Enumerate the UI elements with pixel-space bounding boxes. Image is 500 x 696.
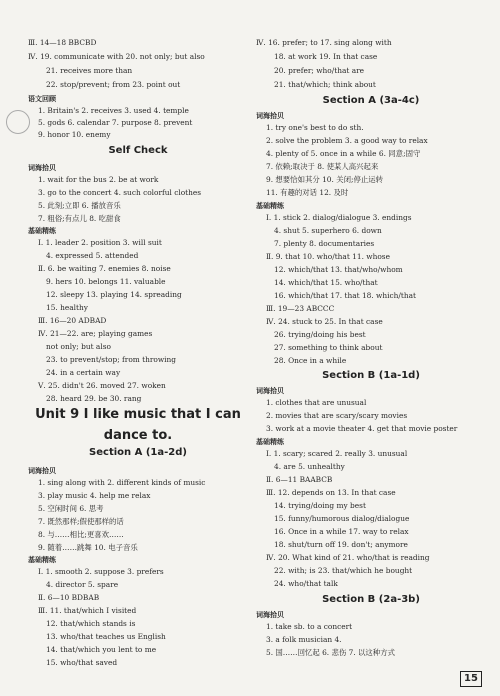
left-answer-line: 9. hers 10. belongs 11. valuable <box>46 277 166 286</box>
left-answer-line: not only; but also <box>46 342 111 351</box>
left-answer-line: 3. go to the concert 4. such colorful clothes <box>38 188 202 197</box>
right-heading: Section A (3a-4c) <box>322 95 420 106</box>
left-heading: dance to. <box>103 428 173 443</box>
left-answer-line: 22. stop/prevent; from 23. point out <box>46 80 181 89</box>
right-answer-line: 7. plenty 8. documentaries <box>274 239 375 248</box>
right-answer-line: 18. at work 19. In that case <box>274 52 378 61</box>
left-answer-line: 7. 粗俗;有点儿 8. 吃甜食 <box>38 214 121 223</box>
right-answer-line: 4. plenty of 5. once in a while 6. 同意;固守 <box>266 149 421 158</box>
right-answer-line: 2. movies that are scary/scary movies <box>266 411 408 420</box>
right-answer-line: 27. something to think about <box>274 343 383 352</box>
left-answer-line: Ⅲ. 14—18 BBCBD <box>28 38 97 47</box>
left-section-label: 词海拾贝 <box>28 164 56 172</box>
left-answer-line: 12. sleepy 13. playing 14. spreading <box>46 290 182 299</box>
left-answer-line: 21. receives more than <box>46 66 133 75</box>
right-answer-line: 4. are 5. unhealthy <box>274 462 345 471</box>
left-column <box>28 0 248 696</box>
left-answer-line: 7. 既然那样;假使那样的话 <box>38 517 124 526</box>
right-answer-line: 18. shut/turn off 19. don't; anymore <box>274 540 408 549</box>
right-answer-line: 1. take sb. to a concert <box>266 622 353 631</box>
right-answer-line: 22. with; is 23. that/which he bought <box>274 566 413 575</box>
right-answer-line: 5. 国……回忆起 6. 悲伤 7. 以这种方式 <box>266 648 395 657</box>
right-heading: Section B (1a-1d) <box>322 370 420 381</box>
right-column <box>256 0 486 696</box>
left-answer-line: 12. that/which stands is <box>46 619 136 628</box>
right-answer-line: 12. which/that 13. that/who/whom <box>274 265 403 274</box>
left-answer-line: 5. 此刻;立即 6. 播放音乐 <box>38 201 121 210</box>
stamp-mark <box>6 110 30 134</box>
right-answer-line: 26. trying/doing his best <box>274 330 366 339</box>
right-heading: Section B (2a-3b) <box>322 594 420 605</box>
left-answer-line: 3. play music 4. help me relax <box>38 491 151 500</box>
right-section-label: 基础精练 <box>256 438 284 446</box>
left-answer-line: Ⅲ. 11. that/which I visited <box>38 606 137 615</box>
right-answer-line: 11. 有趣的对话 12. 及时 <box>266 188 349 197</box>
right-answer-line: Ⅱ. 9. that 10. who/that 11. whose <box>266 252 390 261</box>
right-answer-line: 1. clothes that are unusual <box>266 398 367 407</box>
left-answer-line: 24. in a certain way <box>46 368 121 377</box>
right-answer-line: 7. 依赖;取决于 8. 使某人高兴起来 <box>266 162 379 171</box>
right-answer-line: Ⅳ. 16. prefer; to 17. sing along with <box>256 38 392 47</box>
left-answer-line: 1. Britain's 2. receives 3. used 4. temple <box>38 106 189 115</box>
right-answer-line: Ⅲ. 12. depends on 13. In that case <box>266 488 396 497</box>
left-heading: Section A (1a-2d) <box>89 447 187 458</box>
left-answer-line: 4. expressed 5. attended <box>46 251 139 260</box>
right-answer-line: 9. 想要恰如其分 10. 关闭;停止运转 <box>266 175 384 184</box>
left-section-label: 基础精练 <box>28 556 56 564</box>
left-answer-line: Ⅳ. 21—22. are; playing games <box>38 329 153 338</box>
right-answer-line: Ⅲ. 19—23 ABCCC <box>266 304 335 313</box>
left-heading: Self Check <box>108 145 168 156</box>
right-answer-line: 16. which/that 17. that 18. which/that <box>274 291 417 300</box>
right-section-label: 词海拾贝 <box>256 611 284 619</box>
left-answer-line: 8. 与……相比;更喜欢…… <box>38 530 124 539</box>
left-answer-line: Ⅲ. 16—20 ADBAD <box>38 316 107 325</box>
right-answer-line: 1. try one's best to do sth. <box>266 123 364 132</box>
left-answer-line: Ⅴ. 25. didn't 26. moved 27. woken <box>38 381 166 390</box>
right-answer-line: Ⅱ. 6—11 BAABCB <box>266 475 333 484</box>
right-answer-line: 24. who/that talk <box>274 579 338 588</box>
left-answer-line: Ⅱ. 6. be waiting 7. enemies 8. noise <box>38 264 171 273</box>
left-answer-line: 13. who/that teaches us English <box>46 632 166 641</box>
left-answer-line: 1. sing along with 2. different kinds of music <box>38 478 206 487</box>
right-answer-line: 15. funny/humorous dialog/dialogue <box>274 514 410 523</box>
left-answer-line: 5. gods 6. calendar 7. purpose 8. prevent <box>38 118 193 127</box>
right-section-label: 词海拾贝 <box>256 112 284 120</box>
right-answer-line: 14. trying/doing my best <box>274 501 366 510</box>
left-answer-line: 23. to prevent/stop; from throwing <box>46 355 177 364</box>
right-answer-line: 3. a folk musician 4. <box>266 635 342 644</box>
right-answer-line: 21. that/which; think about <box>274 80 376 89</box>
right-answer-line: 2. solve the problem 3. a good way to relax <box>266 136 428 145</box>
right-section-label: 基础精练 <box>256 202 284 210</box>
left-answer-line: 9. honor 10. enemy <box>38 130 111 139</box>
right-answer-line: 20. prefer; who/that are <box>274 66 365 75</box>
right-answer-line: 16. Once in a while 17. way to relax <box>274 527 409 536</box>
left-section-label: 基础精练 <box>28 227 56 235</box>
left-answer-line: Ⅳ. 19. communicate with 20. not only; but also <box>28 52 205 61</box>
right-answer-line: Ⅰ. 1. stick 2. dialog/dialogue 3. endings <box>266 213 412 222</box>
left-answer-line: 1. wait for the bus 2. be at work <box>38 175 159 184</box>
left-answer-line: 4. director 5. spare <box>46 580 119 589</box>
right-answer-line: Ⅳ. 24. stuck to 25. In that case <box>266 317 383 326</box>
right-section-label: 词海拾贝 <box>256 387 284 395</box>
left-answer-line: Ⅱ. 6—10 BDBAB <box>38 593 100 602</box>
page-number: 15 <box>460 671 482 687</box>
left-answer-line: 28. heard 29. be 30. rang <box>46 394 142 403</box>
left-answer-line: Ⅰ. 1. leader 2. position 3. will suit <box>38 238 162 247</box>
right-answer-line: 14. which/that 15. who/that <box>274 278 378 287</box>
right-answer-line: 3. work at a movie theater 4. get that movie poster <box>266 424 458 433</box>
left-answer-line: 9. 随着……跳舞 10. 电子音乐 <box>38 543 138 552</box>
right-answer-line: 4. shut 5. superhero 6. down <box>274 226 382 235</box>
right-answer-line: Ⅰ. 1. scary; scared 2. really 3. unusual <box>266 449 408 458</box>
right-answer-line: 28. Once in a while <box>274 356 347 365</box>
left-section-label: 词海拾贝 <box>28 467 56 475</box>
left-answer-line: 14. that/which you lent to me <box>46 645 157 654</box>
left-section-label: 语文回顾 <box>28 95 56 103</box>
left-answer-line: 15. who/that saved <box>46 658 118 667</box>
left-heading: Unit 9 I like music that I can <box>35 407 241 422</box>
left-answer-line: Ⅰ. 1. smooth 2. suppose 3. prefers <box>38 567 164 576</box>
right-answer-line: Ⅳ. 20. What kind of 21. who/that is reading <box>266 553 430 562</box>
left-answer-line: 15. healthy <box>46 303 88 312</box>
left-answer-line: 5. 空闲时间 6. 思考 <box>38 504 104 513</box>
